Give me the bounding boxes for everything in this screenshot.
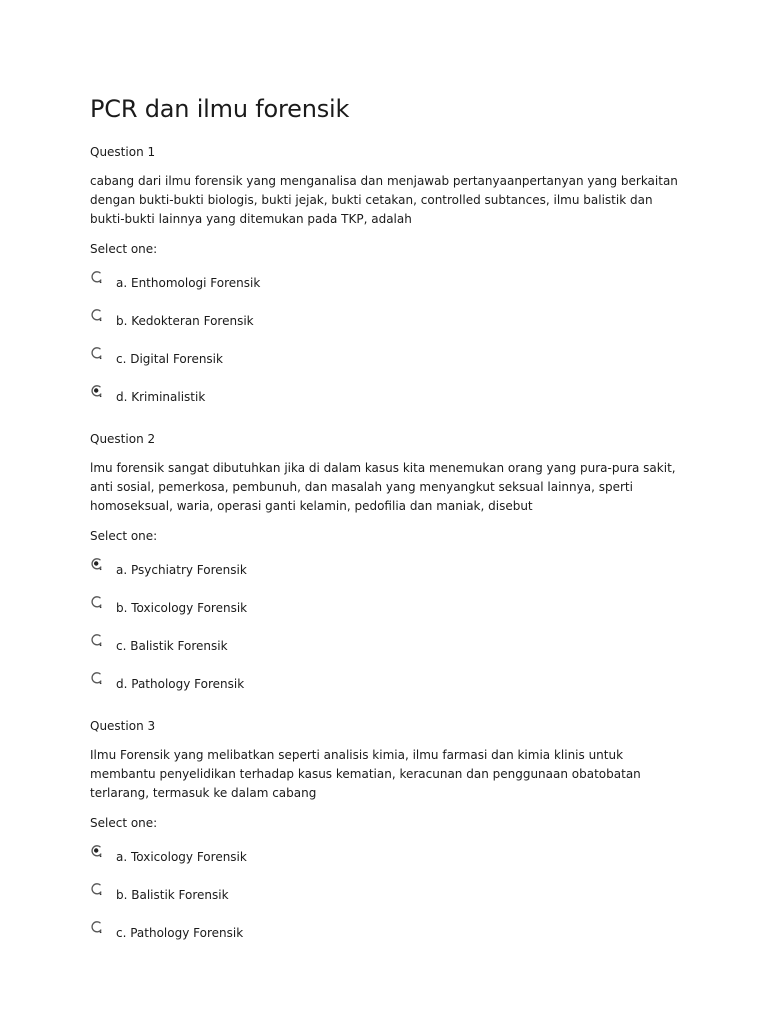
question-text: lmu forensik sangat dibutuhkan jika di dalam kasus kita menemukan orang yang pura-pura sakit, anti sosial, pemerkosa, pembunuh, dan masalah yang menyangkut seksual lainnya, sperti homoseksual, waria, operasi ganti kelamin, pedofilia dan maniak, disebut bbox=[90, 461, 676, 513]
page-title: PCR dan ilmu forensik bbox=[90, 95, 350, 123]
answer-option[interactable] bbox=[90, 307, 690, 345]
question-block bbox=[90, 431, 690, 718]
answer-option-label: c. Balistik Forensik bbox=[116, 639, 228, 653]
select-one-label: Select one: bbox=[90, 529, 158, 543]
answer-option-label: d. Kriminalistik bbox=[116, 390, 206, 404]
answer-option-label: a. Enthomologi Forensik bbox=[116, 276, 261, 290]
select-one-label: Select one: bbox=[90, 242, 158, 256]
answer-option-label: c. Pathology Forensik bbox=[116, 926, 244, 940]
question-block bbox=[90, 718, 690, 967]
answer-option[interactable] bbox=[90, 881, 690, 919]
answer-option[interactable] bbox=[90, 556, 690, 594]
radio-selected-icon[interactable] bbox=[90, 383, 104, 397]
radio-unselected-icon[interactable] bbox=[90, 345, 104, 359]
answer-option-label: c. Digital Forensik bbox=[116, 352, 223, 366]
answer-option[interactable] bbox=[90, 670, 690, 708]
question-number: Question 1 bbox=[90, 145, 156, 159]
answer-option-label: a. Toxicology Forensik bbox=[116, 850, 247, 864]
radio-unselected-icon[interactable] bbox=[90, 594, 104, 608]
question-text: cabang dari ilmu forensik yang menganalisa dan menjawab pertanyaanpertanyan yang berkaitan dengan bukti-bukti biologis, bukti jejak, bukti cetakan, controlled subtances, ilmu balistik dan bukti-bukti lainnya yang ditemukan pada TKP, adalah bbox=[90, 174, 678, 226]
answer-option-label: b. Balistik Forensik bbox=[116, 888, 229, 902]
question-block bbox=[90, 144, 690, 431]
answer-option[interactable] bbox=[90, 594, 690, 632]
radio-unselected-icon[interactable] bbox=[90, 670, 104, 684]
answer-option[interactable] bbox=[90, 383, 690, 421]
radio-selected-icon[interactable] bbox=[90, 843, 104, 857]
radio-unselected-icon[interactable] bbox=[90, 632, 104, 646]
radio-selected-icon[interactable] bbox=[90, 556, 104, 570]
answer-option-label: a. Psychiatry Forensik bbox=[116, 563, 247, 577]
question-number: Question 3 bbox=[90, 719, 156, 733]
answer-option-label: b. Toxicology Forensik bbox=[116, 601, 248, 615]
question-list bbox=[90, 144, 690, 967]
answer-option[interactable] bbox=[90, 269, 690, 307]
select-one-label: Select one: bbox=[90, 816, 158, 830]
radio-unselected-icon[interactable] bbox=[90, 881, 104, 895]
radio-unselected-icon[interactable] bbox=[90, 307, 104, 321]
answer-option[interactable] bbox=[90, 632, 690, 670]
question-number: Question 2 bbox=[90, 432, 156, 446]
radio-unselected-icon[interactable] bbox=[90, 919, 104, 933]
answer-option[interactable] bbox=[90, 919, 690, 957]
answer-option[interactable] bbox=[90, 843, 690, 881]
answer-option-label: d. Pathology Forensik bbox=[116, 677, 245, 691]
answer-option-label: b. Kedokteran Forensik bbox=[116, 314, 254, 328]
document-page bbox=[90, 92, 690, 967]
answer-option[interactable] bbox=[90, 345, 690, 383]
radio-unselected-icon[interactable] bbox=[90, 269, 104, 283]
question-text: Ilmu Forensik yang melibatkan seperti analisis kimia, ilmu farmasi dan kimia klinis untuk membantu penyelidikan terhadap kasus kematian, keracunan dan penggunaan obatobatan terlarang, termasuk ke dalam cabang bbox=[90, 748, 641, 800]
